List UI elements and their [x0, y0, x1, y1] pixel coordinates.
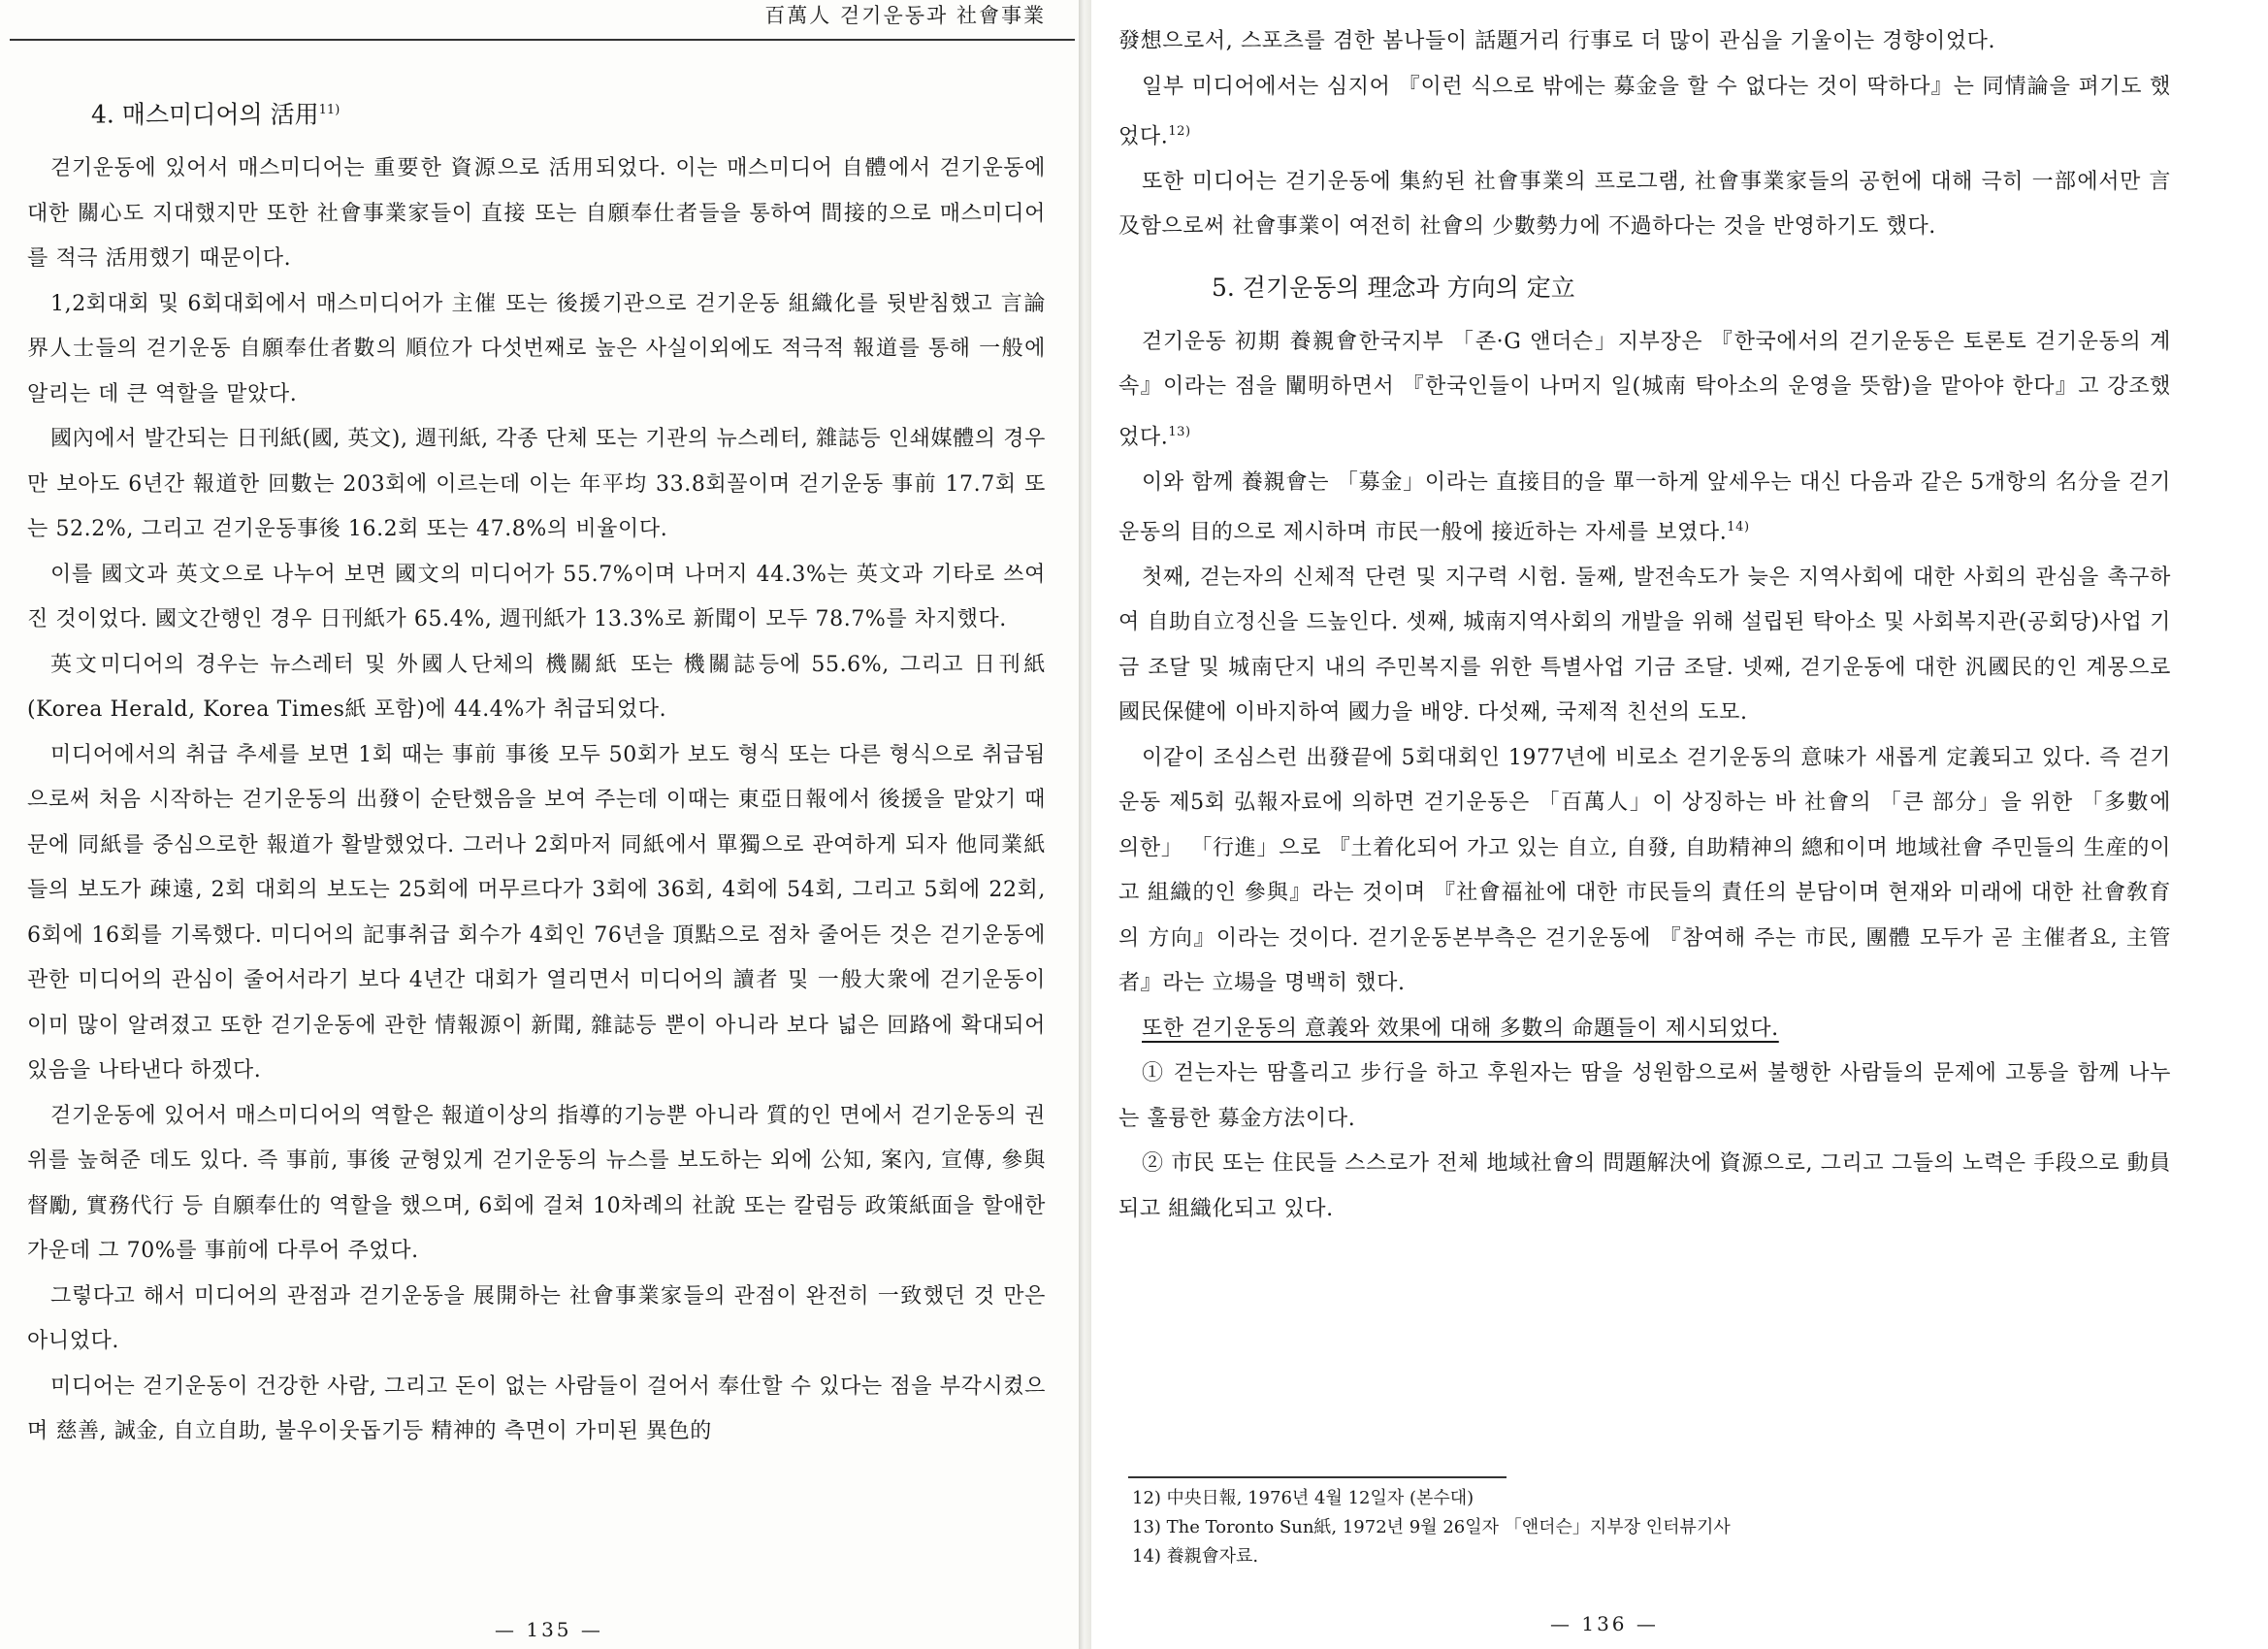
paragraph: 걷기운동에 있어서 매스미디어의 역할은 報道이상의 指導的기능뿐 아니라 質的인 면에서 걷기운동의 권위를 높혀준 데도 있다. 즉 事前, 事後 균형있게 걷기운동의 뉴스를 보도하는 외에 公知, 案內, 宣傳, 參與督勵, 實務代行 등 自願奉仕的 역할을 했으며, 6회에 걸쳐 10차례의 社說 또는 칼럼등 政策紙面을 할애한 가운데 그 70%를 事前에 다루어 주었다. — [27, 1103, 1046, 1264]
footnote: 13) The Toronto Sun紙, 1972년 9월 26일자 「앤더슨」지부장 인터뷰기사 — [1132, 1517, 1731, 1537]
footnote-ref: 12) — [1168, 124, 1191, 139]
footnote-ref: 14) — [1727, 520, 1750, 535]
paragraph: 미디어는 걷기운동이 건강한 사람, 그리고 돈이 없는 사람들이 걸어서 奉仕할 수 있다는 점을 부각시켰으며 慈善, 誠金, 自立自助, 불우이웃돕기등 精神的 측면이 가미된 異色的 — [27, 1374, 1046, 1444]
page-number-left: — 135 — — [495, 1618, 603, 1641]
page-number-right: — 136 — — [1550, 1612, 1659, 1635]
right-page — [1091, 0, 2268, 1649]
left-page-content — [27, 92, 1046, 1455]
paragraph: 1,2회대회 및 6회대회에서 매스미디어가 主催 또는 後援기관으로 걷기운동 組織化를 뒷받침했고 言論界人士들의 걷기운동 自願奉仕者數의 順位가 다섯번째로 높은 사실이외에도 적극적 報道를 통해 一般에 알리는 데 큰 역할을 맡았다. — [27, 291, 1046, 406]
paragraph: 걷기운동에 있어서 매스미디어는 重要한 資源으로 活用되었다. 이는 매스미디어 自體에서 걷기운동에 대한 關心도 지대했지만 또한 社會事業家들이 直接 또는 自願奉仕者들을 통하여 間接的으로 매스미디어를 적극 活用했기 때문이다. — [27, 156, 1046, 272]
running-header: 百萬人 걷기운동과 社會事業 — [764, 4, 1046, 27]
footnote: 12) 中央日報, 1976년 4월 12일자 (본수대) — [1132, 1488, 1474, 1508]
list-item: ② 市民 또는 住民들 스스로가 전체 地域社會의 問題解決에 資源으로, 그리고 그들의 노력은 手段으로 動員되고 組織化되고 있다. — [1118, 1151, 2171, 1221]
paragraph: 國內에서 발간되는 日刊紙(國, 英文), 週刊紙, 각종 단체 또는 기관의 뉴스레터, 雜誌등 인쇄媒體의 경우만 보아도 6년간 報道한 回數는 203회에 이르는데 이는 年平均 33.8회꼴이며 걷기운동 事前 17.7회 또는 52.2%, 그리고 걷기운동事後 16.2회 또는 47.8%의 비율이다. — [27, 427, 1046, 542]
paragraph: 이같이 조심스런 出發끝에 5회대회인 1977년에 비로소 걷기운동의 意味가 새롭게 定義되고 있다. 즉 걷기운동 제5회 弘報자료에 의하면 걷기운동은 「百萬人」이 상징하는 바 社會의 「큰 部分」을 위한 「多數에 의한」 「行進」으로 『土着化되어 가고 있는 自立, 自發, 自助精神의 總和이며 地域社會 주민들의 生産的이고 組織的인 參與』라는 것이며 『社會福祉에 대한 市民들의 責任의 분담이며 현재와 미래에 대한 社會敎育의 方向』이라는 것이다. 걷기운동본부측은 걷기운동에 『참여해 주는 市民, 團體 모두가 곧 主催者요, 主管者』라는 立場을 명백히 했다. — [1118, 745, 2171, 996]
footnote-rule — [1128, 1476, 1507, 1478]
right-page-content — [1118, 19, 2171, 1232]
paragraph-text: 걷기운동 初期 養親會한국지부 「존·G 앤더슨」지부장은 『한국에서의 걷기운동은 토론토 걷기운동의 계속』이라는 점을 闡明하면서 『한국인들이 나머지 일(城南 탁아소의 운영을 뜻함)을 맡아야 한다』고 강조했었다. — [1118, 329, 2171, 450]
paragraph: 미디어에서의 취급 추세를 보면 1회 때는 事前 事後 모두 50회가 보도 형식 또는 다른 형식으로 취급됨으로써 처음 시작하는 걷기운동의 出發이 순탄했음을 보여 주는데 이때는 東亞日報에서 後援을 맡았기 때문에 同紙를 중심으로한 報道가 활발했었다. 그러나 2회마저 同紙에서 單獨으로 관여하게 되자 他同業紙들의 보도가 疎遠, 2회 대회의 보도는 25회에 머무르다가 3회에 36회, 4회에 54회, 그리고 5회에 22회, 6회에 16회를 기록했다. 미디어의 記事취급 회수가 4회인 76년을 頂點으로 점차 줄어든 것은 걷기운동에 관한 미디어의 관심이 줄어서라기 보다 4년간 대회가 열리면서 미디어의 讀者 및 一般大衆에 걷기운동이 이미 많이 알려졌고 또한 걷기운동에 관한 情報源이 新聞, 雜誌등 뿐이 아니라 보다 넓은 回路에 확대되어 있음을 나타낸다 하겠다. — [27, 742, 1046, 1083]
footnote: 14) 養親會자료. — [1132, 1546, 1259, 1567]
footnote-ref: 11) — [318, 103, 340, 117]
section-heading-5: 5. 걷기운동의 理念과 方向의 定立 — [1212, 273, 1575, 302]
book-gutter — [1079, 0, 1092, 1649]
paragraph-text: 일부 미디어에서는 심지어 『이런 식으로 밖에는 募金을 할 수 없다는 것이 딱하다』는 同情論을 펴기도 했었다. — [1118, 74, 2171, 149]
footnote-ref: 13) — [1168, 424, 1191, 439]
header-rule — [10, 39, 1075, 41]
section-heading-4 — [27, 92, 1046, 133]
paragraph — [1118, 461, 2171, 556]
paragraph: 이를 國文과 英文으로 나누어 보면 國文의 미디어가 55.7%이며 나머지 44.3%는 英文과 기타로 쓰여진 것이었다. 國文간행인 경우 日刊紙가 65.4%, 週刊紙가 13.3%로 新聞이 모두 78.7%를 차지했다. — [27, 562, 1046, 632]
left-page — [0, 0, 1085, 1649]
paragraph: 첫째, 걷는자의 신체적 단련 및 지구력 시험. 둘째, 발전속도가 늦은 지역사회에 대한 사회의 관심을 촉구하여 自助自立정신을 드높인다. 셋째, 城南지역사회의 개발을 위해 설립된 탁아소 및 사회복지관(공회당)사업 기금 조달 및 城南단지 내의 주민복지를 위한 특별사업 기금 조달. 넷째, 걷기운동에 대한 汎國民的인 계몽으로 國民保健에 이바지하여 國力을 배양. 다섯째, 국제적 친선의 도모. — [1118, 565, 2171, 726]
paragraph — [1118, 320, 2171, 461]
footnotes — [1128, 1476, 2152, 1571]
paragraph: 英文미디어의 경우는 뉴스레터 및 外國人단체의 機關紙 또는 機關誌등에 55.6%, 그리고 日刊紙(Korea Herald, Korea Times紙 포함)에 44.4%가 취급되었다. — [27, 652, 1046, 723]
paragraph: 그렇다고 해서 미디어의 관점과 걷기운동을 展開하는 社會事業家들의 관점이 완전히 一致했던 것 만은 아니었다. — [27, 1283, 1046, 1354]
underlined-sentence: 또한 걷기운동의 意義와 效果에 대해 多數의 命題들이 제시되었다. — [1142, 1016, 1779, 1041]
paragraph — [1118, 65, 2171, 160]
section-heading-text: 4. 매스미디어의 活用 — [91, 100, 319, 129]
list-item: ① 걷는자는 땀흘리고 步行을 하고 후원자는 땀을 성원함으로써 불행한 사람들의 문제에 고통을 함께 나누는 훌륭한 募金方法이다. — [1118, 1061, 2171, 1131]
paragraph — [1118, 1007, 2171, 1052]
paragraph-text: 이와 함께 養親會는 「募金」이라는 直接目的을 單一하게 앞세우는 대신 다음과 같은 5개항의 名分을 걷기운동의 目的으로 제시하며 市民一般에 接近하는 자세를 보였다. — [1118, 469, 2171, 545]
paragraph: 發想으로서, 스포츠를 겸한 봄나들이 話題거리 行事로 더 많이 관심을 기울이는 경향이었다. — [1118, 29, 1996, 53]
paragraph: 또한 미디어는 걷기운동에 集約된 社會事業의 프로그램, 社會事業家들의 공헌에 대해 극히 一部에서만 言及함으로써 社會事業이 여전히 社會의 少數勢力에 不過하다는 것을 반영하기도 했다. — [1118, 169, 2171, 240]
